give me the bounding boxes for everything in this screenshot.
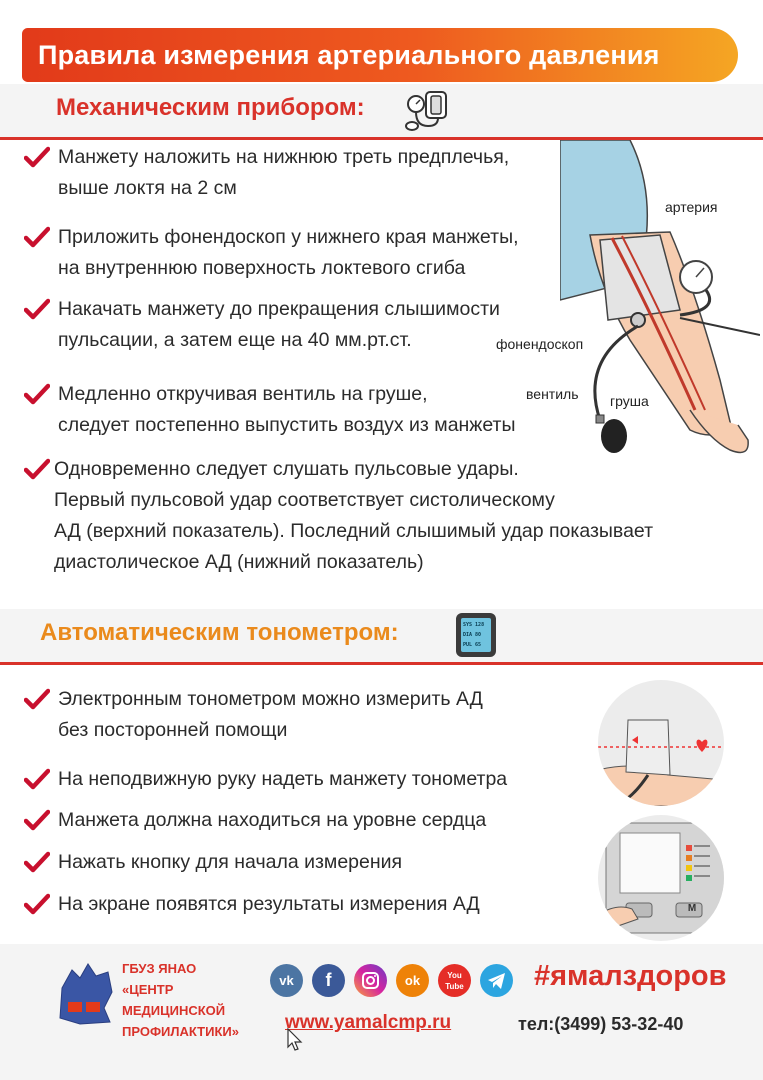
screen-value: 128 [475,622,485,628]
list-item [58,889,480,920]
facebook-icon[interactable]: f [312,964,345,997]
item-line: пульсации, а затем еще на 40 мм.рт.ст. [58,329,412,351]
list-item [58,142,509,204]
checkmark-icon [24,383,50,405]
item-line: Медленно откручивая вентиль на груше, [58,383,428,405]
page-title: Правила измерения артериального давления [22,28,738,82]
section-divider [0,662,763,665]
list-item [58,294,500,356]
list-item [58,847,402,878]
screen-value: 65 [475,642,482,648]
section-mechanical-header [0,84,763,140]
instagram-icon[interactable] [354,964,387,997]
org-line: МЕДИЦИНСКОЙ [122,1003,226,1018]
screen-label: PUL [463,642,473,648]
website-link[interactable]: www.yamalcmp.ru [285,1012,452,1033]
org-line: «ЦЕНТР [122,982,174,997]
tonometer-device-illustration [598,815,724,941]
telegram-icon[interactable] [480,964,513,997]
m-button-label: M [687,903,697,914]
item-line: Электронным тонометром можно измерить АД [58,688,483,710]
section-automatic-heading: Автоматическим тонометром: [40,619,399,646]
item-line: АД (верхний показатель). Последний слышимый удар показывает [54,520,654,542]
checkmark-icon [24,851,50,873]
item-line: Накачать манжету до прекращения слышимости [58,298,500,320]
item-line: без посторонней помощи [58,719,288,741]
item-line: следует постепенно выпустить воздух из манжеты [58,414,516,436]
checkmark-icon [24,688,50,710]
screen-value: 80 [475,632,482,638]
list-item [58,684,483,746]
section-mechanical-heading: Механическим прибором: [56,94,365,121]
checkmark-icon [24,809,50,831]
list-item [58,805,486,836]
label-stethoscope: фонендоскоп [496,336,584,352]
checkmark-icon [24,768,50,790]
item-line: На экране появятся результаты измерения АД [58,893,480,915]
cursor-icon [287,1028,303,1052]
cuff-heart-illustration [598,680,724,806]
list-item [58,764,507,795]
label-valve: вентиль [526,386,579,402]
odnoklassniki-icon[interactable]: ok [396,964,429,997]
checkmark-icon [24,893,50,915]
vk-icon[interactable]: vk [270,964,303,997]
list-item [58,222,519,284]
hashtag: #ямалздоров [534,960,727,992]
item-line: Манжета должна находиться на уровне сердца [58,809,487,831]
tonometer-icon [456,613,496,657]
org-line: ГБУЗ ЯНАО [122,961,197,976]
item-line: Нажать кнопку для начала измерения [58,851,403,873]
item-line: На неподвижную руку надеть манжету тонометра [58,768,508,790]
checkmark-icon [24,298,50,320]
item-line: диастолическое АД (нижний показатель) [54,551,424,573]
phone-number: тел:(3499) 53-32-40 [518,1014,684,1034]
organization-name [122,958,239,1042]
org-line: ПРОФИЛАКТИКИ» [122,1024,239,1039]
label-bulb: груша [610,393,649,409]
youtube-icon[interactable]: You Tube [438,964,471,997]
footer [0,944,763,1080]
item-line: на внутреннюю поверхность локтевого сгиба [58,257,466,279]
list-item [58,379,516,441]
checkmark-icon [24,146,50,168]
item-line: Манжету наложить на нижнюю треть предплечья, [58,146,510,168]
screen-label: SYS [463,622,473,628]
item-line: Приложить фонендоскоп у нижнего края манжеты, [58,226,519,248]
item-line: Первый пульсовой удар соответствует систолическому [54,489,555,511]
checkmark-icon [24,458,50,480]
screen-label: DIA [463,632,473,638]
yamal-region-logo-icon [50,958,120,1028]
section-automatic-header [0,609,763,665]
item-line: Одновременно следует слушать пульсовые удары. [54,458,519,480]
arm-measurement-illustration [560,140,760,490]
label-artery: артерия [665,199,718,215]
item-line: выше локтя на 2 см [58,177,237,199]
checkmark-icon [24,226,50,248]
sphygmomanometer-icon [404,88,452,132]
